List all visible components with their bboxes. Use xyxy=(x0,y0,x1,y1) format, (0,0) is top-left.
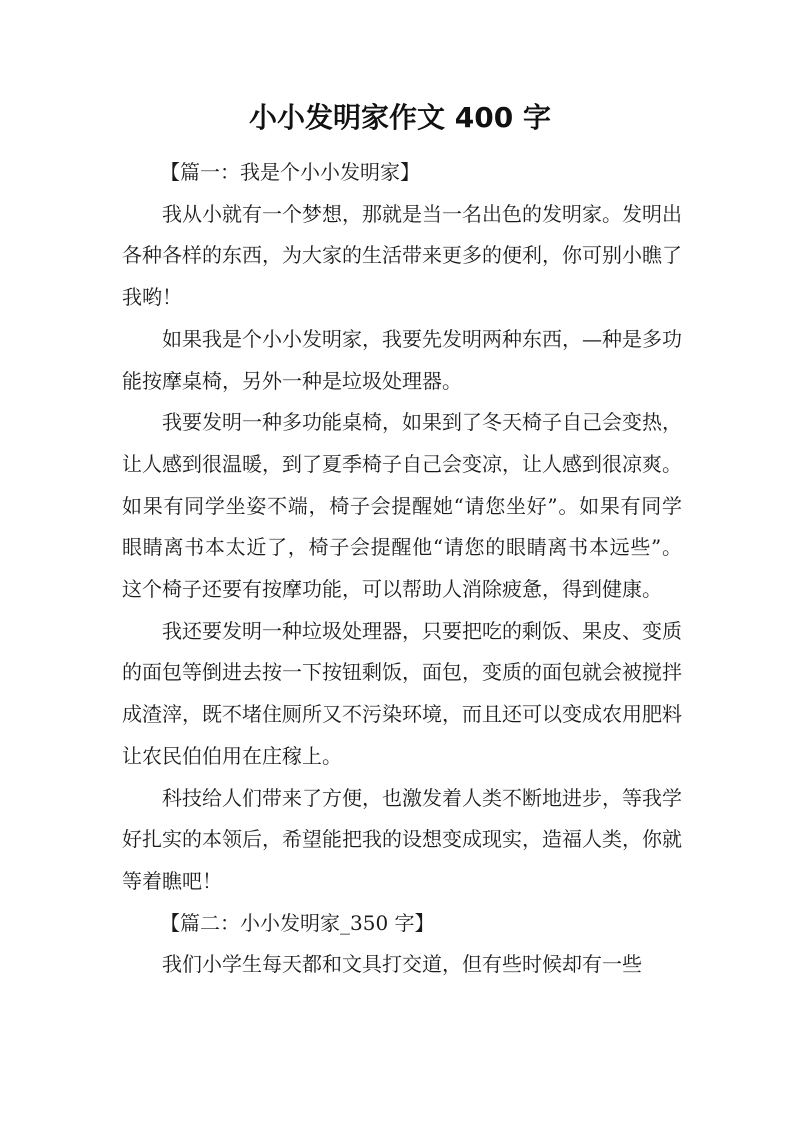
paragraph: 科技给人们带来了方便，也激发着人类不断地进步，等我学好扎实的本领后，希望能把我的设想变成现实，造福人类，你就等着瞧吧！ xyxy=(122,785,682,893)
paragraph: 我还要发明一种垃圾处理器，只要把吃的剩饭、果皮、变质的面包等倒进去按一下按钮剩饭，面包，变质的面包就会被搅拌成渣滓，既不堵住厕所又不污染环境，而且还可以变成农用肥料让农民伯伯用在庄稼上。 xyxy=(122,618,682,768)
section-heading-1: 【篇一：我是个小小发明家】 xyxy=(160,160,420,184)
document-title: 小小发明家作文 400 字 xyxy=(249,101,551,134)
section-heading-2: 【篇二：小小发明家_350 字】 xyxy=(160,910,435,935)
paragraph: 我们小学生每天都和文具打交道，但有些时候却有一些 xyxy=(162,952,642,977)
paragraph: 如果我是个小小发明家，我要先发明两种东西，—种是多功能按摩桌椅，另外一种是垃圾处理器。 xyxy=(122,326,682,393)
paragraph: 我要发明一种多功能桌椅，如果到了冬天椅子自己会变热，让人感到很温暖，到了夏季椅子自己会变凉，让人感到很凉爽。如果有同学坐姿不端，椅子会提醒她“请您坐好”。如果有同学眼睛离书本太近了，椅子会提醒他“请您的眼睛离书本远些”。这个椅子还要有按摩功能，可以帮助人消除疲惫，得到健康。 xyxy=(122,410,682,602)
document-body xyxy=(122,152,682,986)
paragraph: 我从小就有一个梦想，那就是当一名出色的发明家。发明出各种各样的东西，为大家的生活带来更多的便利，你可别小瞧了我哟！ xyxy=(122,201,682,310)
